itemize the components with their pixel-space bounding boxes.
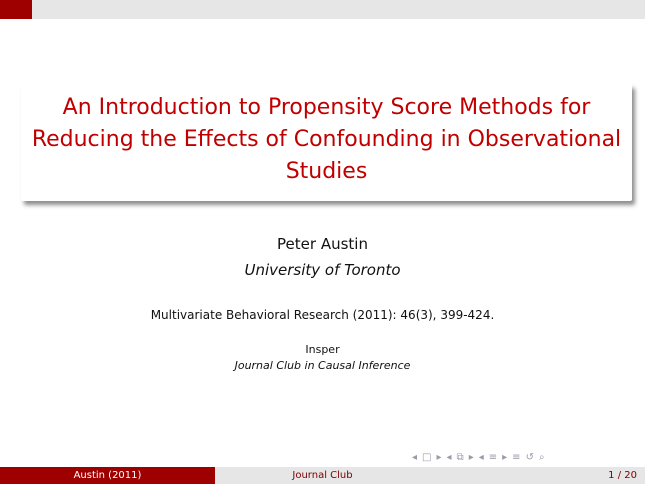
frame-icon[interactable]: □ [422, 451, 432, 463]
section-next-icon[interactable]: ▸ [502, 451, 508, 463]
footer-bar [0, 467, 645, 484]
footer-title: Journal Club [215, 467, 430, 484]
align-icon[interactable]: ≡ [512, 451, 521, 463]
footer-page-number: 1 / 20 [430, 467, 645, 484]
title-block [21, 84, 632, 201]
subsection-prev-icon[interactable]: ◂ [446, 451, 452, 463]
author-name: Peter Austin [277, 235, 368, 253]
progress-fill [0, 0, 32, 19]
frame-next-icon[interactable]: ▸ [436, 451, 442, 463]
back-icon[interactable]: ↺ [525, 451, 534, 463]
author-affiliation: University of Toronto [244, 261, 401, 279]
search-icon[interactable]: ⌕ [538, 451, 545, 463]
event-name: Journal Club in Causal Inference [234, 359, 411, 372]
subsection-icon[interactable]: ⧉ [456, 451, 464, 463]
navigation-symbols [412, 450, 545, 464]
section-prev-icon[interactable]: ◂ [478, 451, 484, 463]
slide-title: An Introduction to Propensity Score Methods for Reducing the Effects of Confounding in Observational Studies [31, 95, 622, 184]
footer-author: Austin (2011) [0, 467, 215, 484]
subsection-next-icon[interactable]: ▸ [468, 451, 474, 463]
frame-prev-icon[interactable]: ◂ [412, 451, 418, 463]
institution: Insper [305, 343, 340, 356]
section-icon[interactable]: ≡ [488, 451, 498, 463]
citation: Multivariate Behavioral Research (2011): 46(3), 399-424. [150, 308, 495, 322]
progress-bar [0, 0, 645, 19]
